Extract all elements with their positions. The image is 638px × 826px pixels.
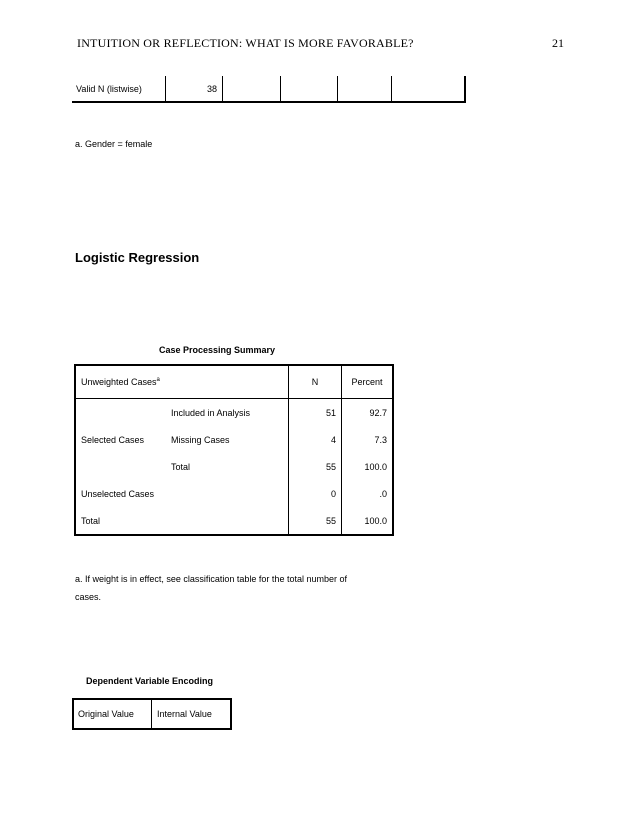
row-group-label	[75, 399, 166, 427]
footnote-line: cases.	[75, 592, 102, 602]
footnote-weight	[75, 570, 347, 606]
row-group-label: Unselected Cases	[81, 488, 155, 499]
valid-n-label: Valid N (listwise)	[72, 76, 166, 102]
table-row	[72, 76, 465, 102]
row-percent: 100.0	[342, 507, 394, 535]
table-row	[75, 507, 393, 535]
table-row	[75, 453, 393, 480]
row-n: 4	[289, 426, 342, 453]
dependent-encoding-title: Dependent Variable Encoding	[86, 676, 214, 686]
header-n: N	[289, 365, 342, 399]
case-processing-title: Case Processing Summary	[159, 345, 276, 355]
empty-cell	[281, 76, 338, 102]
row-label	[166, 480, 289, 507]
table-row	[75, 426, 393, 453]
row-n: 55	[289, 507, 342, 535]
row-n: 0	[289, 480, 342, 507]
row-percent: 92.7	[342, 399, 394, 427]
table-header-row	[75, 365, 393, 399]
row-group-label: Selected Cases	[81, 434, 145, 445]
header-label: Unweighted Cases	[81, 377, 157, 387]
empty-cell	[338, 76, 392, 102]
row-label: Included in Analysis	[171, 407, 251, 418]
row-percent: 100.0	[342, 453, 394, 480]
table-row	[75, 399, 393, 427]
row-group-label	[75, 453, 166, 480]
case-processing-table	[74, 364, 394, 536]
row-n: 55	[289, 453, 342, 480]
empty-cell	[392, 76, 466, 102]
dependent-encoding-table	[72, 698, 232, 730]
row-percent: 7.3	[342, 426, 394, 453]
header-percent: Percent	[342, 365, 394, 399]
section-title: Logistic Regression	[75, 250, 200, 265]
valid-n-value: 38	[166, 76, 223, 102]
row-label	[166, 507, 289, 535]
footnote-marker: a	[156, 377, 160, 383]
header-unweighted-cases	[75, 365, 289, 399]
footnote-gender: a. Gender = female	[75, 139, 153, 149]
running-head: INTUITION OR REFLECTION: WHAT IS MORE FAVORABLE?	[77, 36, 414, 50]
row-n: 51	[289, 399, 342, 427]
header-original-value: Original Value	[78, 709, 134, 719]
row-label: Total	[171, 461, 191, 472]
footnote-line: a. If weight is in effect, see classification table for the total number of	[75, 574, 347, 584]
header-internal-value: Internal Value	[152, 699, 232, 729]
row-label: Missing Cases	[171, 434, 230, 445]
page-number: 21	[552, 36, 564, 50]
row-percent: .0	[342, 480, 394, 507]
valid-n-table	[72, 76, 466, 103]
row-group-label: Total	[81, 515, 101, 526]
empty-cell	[223, 76, 281, 102]
table-row	[75, 480, 393, 507]
table-header-row	[73, 699, 231, 729]
